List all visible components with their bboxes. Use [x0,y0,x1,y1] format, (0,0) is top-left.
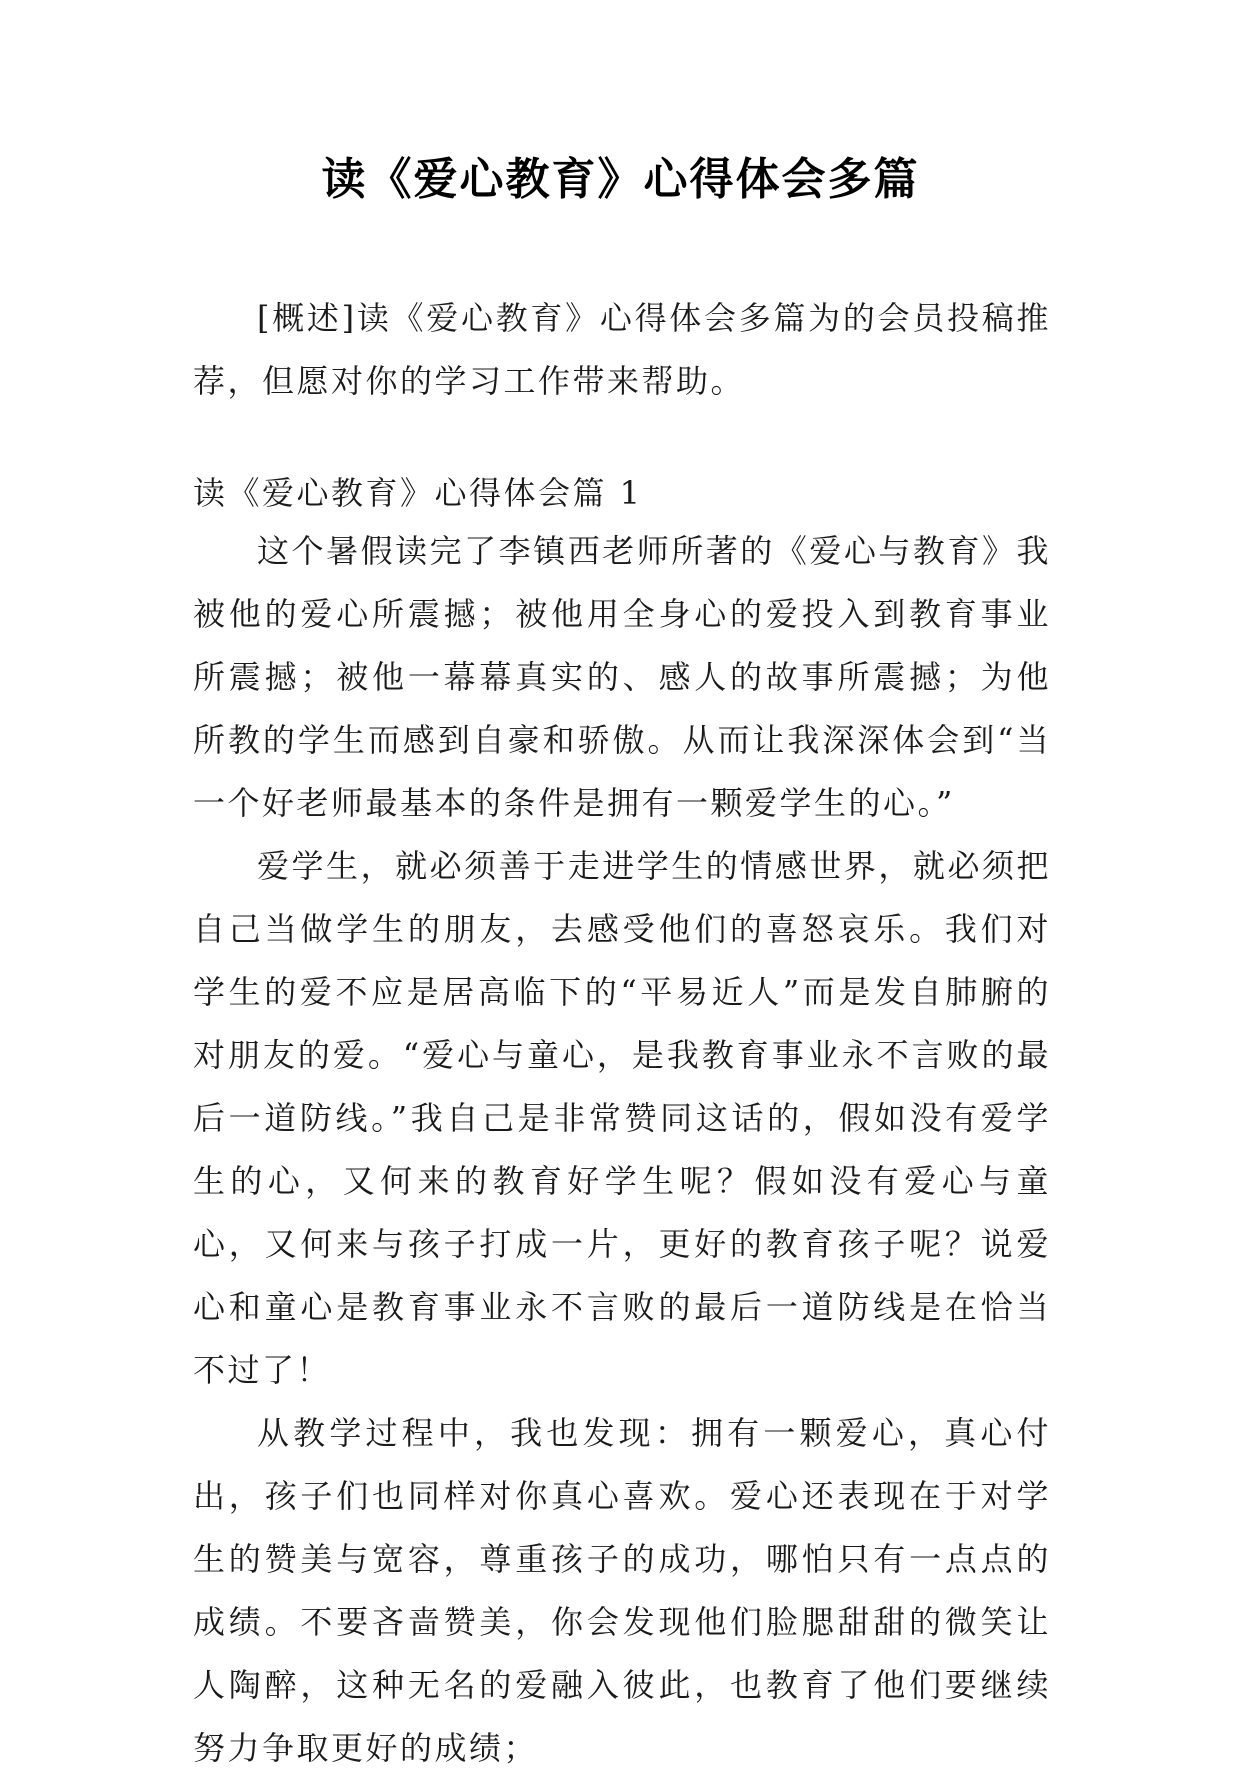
body-paragraph-1: 这个暑假读完了李镇西老师所著的《爱心与教育》我被他的爱心所震撼；被他用全身心的爱投入到教育事业所震撼；被他一幕幕真实的、感人的故事所震撼；为他所教的学生而感到自豪和骄傲。从而让我深深体会到“当一个好老师最基本的条件是拥有一颗爱学生的心。” [193,532,1051,822]
body-paragraph-3: 从教学过程中，我也发现：拥有一颗爱心，真心付出，孩子们也同样对你真心喜欢。爱心还表现在于对学生的赞美与宽容，尊重孩子的成功，哪怕只有一点点的成绩。不要吝啬赞美，你会发现他们脸腮甜甜的微笑让人陶醉，这种无名的爱融入彼此，也教育了他们要继续努力争取更好的成绩； [193,1414,1051,1767]
section-body [193,520,1051,1780]
summary-block [193,287,1051,413]
summary-paragraph: [概述]读《爱心教育》心得体会多篇为的会员投稿推荐，但愿对你的学习工作带来帮助。 [193,299,1051,400]
section-heading: 读《爱心教育》心得体会篇 1 [193,474,643,512]
document-title: 读《爱心教育》心得体会多篇 [321,154,920,205]
body-paragraph-2: 爱学生，就必须善于走进学生的情感世界，就必须把自己当做学生的朋友，去感受他们的喜怒哀乐。我们对学生的爱不应是居高临下的“平易近人”而是发自肺腑的对朋友的爱。“爱心与童心，是我教育事业永不言败的最后一道防线。”我自己是非常赞同这话的，假如没有爱学生的心，又何来的教育好学生呢？假如没有爱心与童心，又何来与孩子打成一片，更好的教育孩子呢？说爱心和童心是教育事业永不言败的最后一道防线是在恰当不过了！ [193,847,1051,1389]
